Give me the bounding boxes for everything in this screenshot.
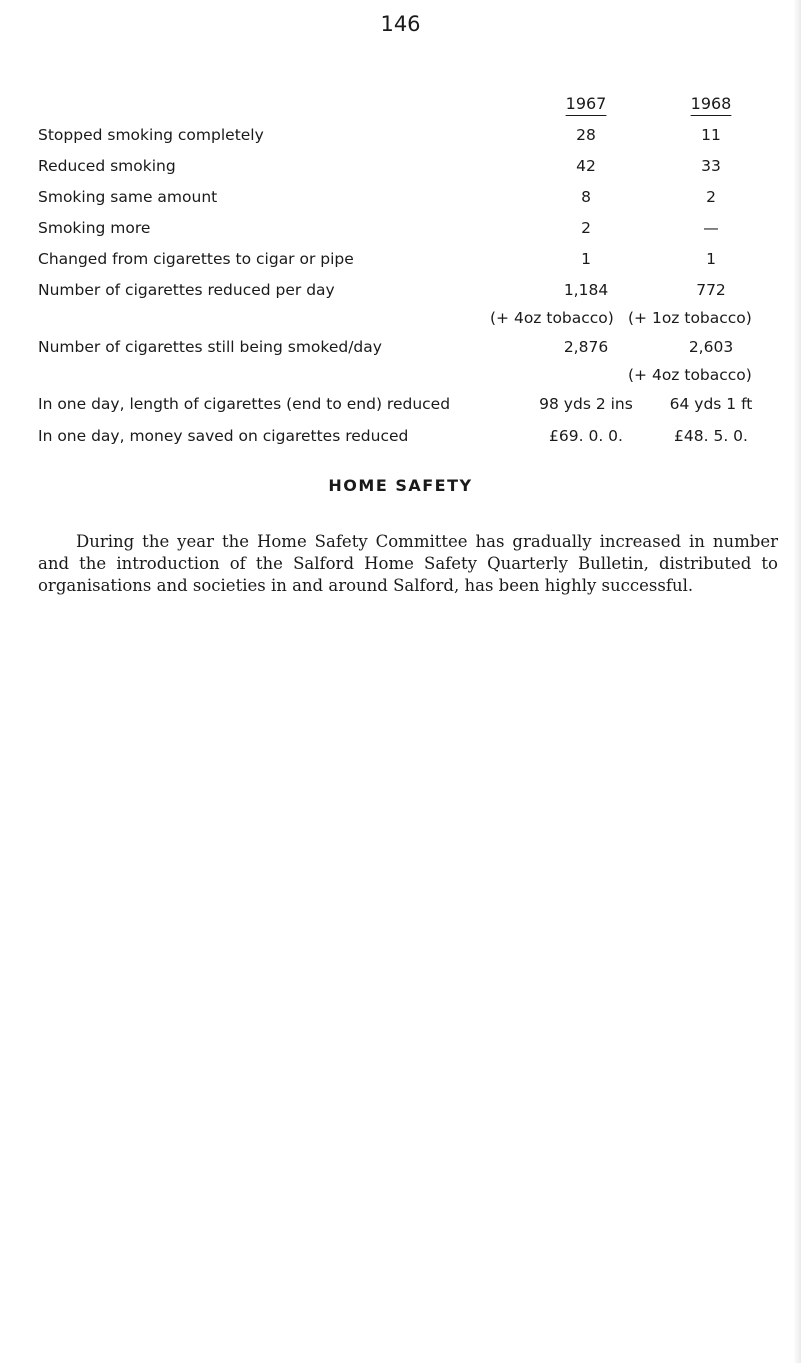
- value-1967: 2: [581, 219, 591, 237]
- value-1968: 11: [701, 126, 721, 144]
- value-1967: 1,184: [563, 281, 609, 299]
- value-1968: 64 yds 1 ft: [669, 395, 753, 413]
- section-heading: HOME SAFETY: [328, 476, 473, 495]
- value-1967: 2,876: [563, 338, 609, 356]
- value-1968: £48. 5. 0.: [674, 427, 748, 445]
- column-header-1968: 1968: [690, 94, 732, 113]
- value-1968: 1: [706, 250, 716, 268]
- column-header-1967: 1967: [565, 94, 607, 113]
- value-1968: 772: [696, 281, 726, 299]
- value-1967: 8: [581, 188, 591, 206]
- row-label: Smoking more: [38, 219, 151, 237]
- value-1968: 33: [701, 157, 721, 175]
- row-label: In one day, money saved on cigarettes reduced: [38, 427, 409, 445]
- row-label: Smoking same amount: [38, 188, 218, 206]
- value-1967: 1: [581, 250, 591, 268]
- value-1968: —: [703, 219, 719, 237]
- value-1967: 42: [576, 157, 596, 175]
- page-number: 146: [380, 12, 421, 36]
- value-1967: £69. 0. 0.: [549, 427, 623, 445]
- tobacco-note-1968: (+ 1oz tobacco): [628, 309, 752, 327]
- row-label: Reduced smoking: [38, 157, 176, 175]
- value-1967: 28: [576, 126, 596, 144]
- body-paragraph: During the year the Home Safety Committee has gradually increased in number and the introduction of the Salford Home Safety Quarterly Bulletin, distributed to organisations and societies in and around Salford, has been highly successful.: [38, 531, 778, 595]
- row-label: Number of cigarettes reduced per day: [38, 281, 335, 299]
- row-label: Changed from cigarettes to cigar or pipe: [38, 250, 354, 268]
- row-label: Number of cigarettes still being smoked/day: [38, 338, 382, 356]
- tobacco-note-1968: (+ 4oz tobacco): [628, 366, 752, 384]
- row-label: Stopped smoking completely: [38, 126, 264, 144]
- tobacco-note-1967: (+ 4oz tobacco): [490, 309, 614, 327]
- page-edge-shadow: [793, 0, 801, 1363]
- row-label: In one day, length of cigarettes (end to end) reduced: [38, 395, 451, 413]
- value-1967: 98 yds 2 ins: [539, 395, 633, 413]
- value-1968: 2,603: [688, 338, 734, 356]
- value-1968: 2: [706, 188, 716, 206]
